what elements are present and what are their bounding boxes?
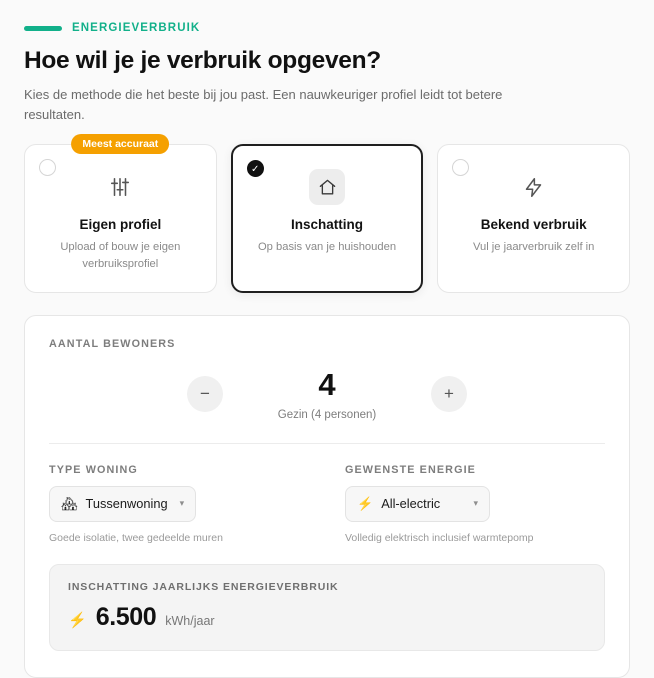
annual-usage-row — [68, 603, 586, 632]
annual-usage-label: INSCHATTING JAARLIJKS ENERGIEVERBRUIK — [68, 580, 339, 593]
annual-usage-estimate — [49, 564, 605, 651]
housing-type-value: Tussenwoning — [85, 496, 168, 512]
estimation-panel — [24, 315, 630, 678]
housing-type-field — [49, 464, 309, 544]
option-card-inschatting[interactable] — [231, 144, 424, 292]
option-card-bekend-verbruik[interactable] — [437, 144, 630, 292]
bolt-icon: ⚡ — [68, 611, 87, 629]
radio-eigen-profiel[interactable] — [39, 159, 56, 176]
chevron-down-icon: ▾ — [473, 498, 478, 509]
panel-fields — [49, 464, 605, 544]
option-card-eigen-profiel[interactable] — [24, 138, 217, 292]
step-eyebrow-label: ENERGIEVERBRUIK — [72, 22, 201, 34]
housing-type-hint: Goede isolatie, twee gedeelde muren — [49, 531, 223, 544]
panel-divider — [49, 443, 605, 444]
bolt-emoji-icon: ⚡ — [357, 495, 374, 511]
decrement-residents-button[interactable]: − — [187, 376, 223, 412]
house-emoji-icon: 🏘 — [61, 495, 78, 511]
residents-count — [267, 368, 387, 421]
increment-residents-button[interactable]: + — [431, 376, 467, 412]
housing-type-label: TYPE WONING — [49, 463, 138, 476]
option-title: Inschatting — [291, 217, 364, 233]
radio-bekend-verbruik[interactable] — [452, 159, 469, 176]
annual-usage-value: 6.500 — [95, 602, 157, 631]
energy-type-label: GEWENSTE ENERGIE — [345, 463, 476, 476]
residents-stepper — [49, 368, 605, 421]
option-description: Vul je jaarverbruik zelf in — [472, 241, 595, 254]
option-description: Op basis van je huishouden — [257, 241, 397, 254]
bolt-icon — [516, 169, 552, 205]
residents-label: AANTAL BEWONERS — [49, 337, 176, 350]
radio-inschatting[interactable]: ✓ — [247, 160, 264, 177]
residents-count-value: 4 — [318, 366, 336, 402]
page-subtitle: Kies de methode die het beste bij jou past. Een nauwkeuriger profiel leidt tot betere resultaten. — [24, 87, 503, 122]
step-eyebrow — [24, 22, 630, 34]
energy-type-select[interactable] — [345, 486, 490, 522]
option-description: Upload of bouw je eigen verbruiksprofiel — [60, 241, 181, 270]
badge-most-accurate: Meest accuraat — [71, 134, 169, 154]
page-title: Hoe wil je je verbruik opgeven? — [24, 47, 381, 74]
option-card-group — [24, 138, 630, 292]
home-icon — [309, 169, 345, 205]
progress-bar-icon — [24, 26, 62, 31]
residents-count-caption: Gezin (4 personen) — [277, 408, 377, 421]
housing-type-select[interactable] — [49, 486, 196, 522]
energy-type-hint: Volledig elektrisch inclusief warmtepomp — [345, 531, 534, 544]
energy-type-field — [345, 464, 605, 544]
sliders-icon — [102, 169, 138, 205]
option-title: Bekend verbruik — [480, 217, 587, 233]
option-title: Eigen profiel — [79, 217, 162, 233]
energy-type-value: All-electric — [381, 496, 441, 512]
annual-usage-unit: kWh/jaar — [165, 613, 215, 628]
chevron-down-icon: ▾ — [179, 498, 185, 509]
